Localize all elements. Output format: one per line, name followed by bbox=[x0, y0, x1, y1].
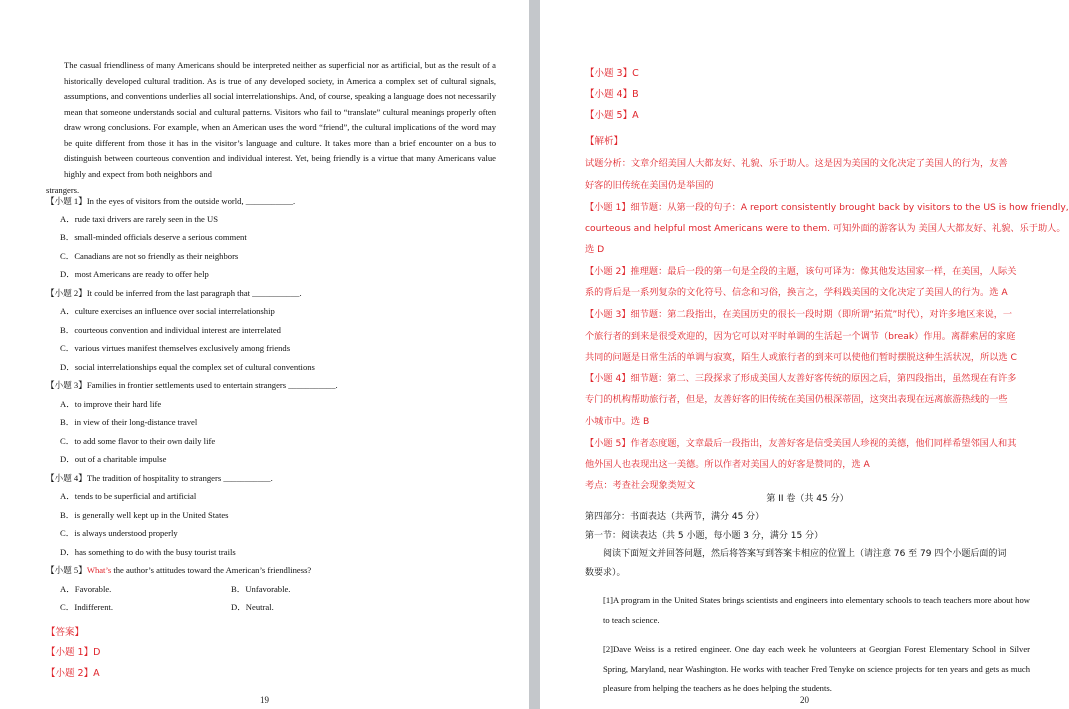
passage-cut-line: strangers. bbox=[46, 185, 80, 195]
analysis-line: 专门的机构帮助旅行者，但是，友善好客的旧传统在美国仍根深蒂固，这突出表现在远离旅游热线的一些 bbox=[585, 394, 1008, 405]
q5-rest: the author’s attitudes toward the American’s friendliness? bbox=[113, 565, 312, 575]
analysis-line: 【小题 5】作者态度题，文章最后一段指出，友善好客是信受美国人珍视的美德，他们同样希望邻国人和其 bbox=[585, 438, 1017, 449]
q4-option-b: B．is generally well kept up in the United States bbox=[60, 510, 229, 520]
q1-option-b: B．small-minded officials deserve a serious comment bbox=[60, 232, 247, 242]
page-number: 19 bbox=[260, 695, 269, 705]
q3-option-a: A．to improve their hard life bbox=[60, 399, 162, 409]
q4-option-a: A．tends to be superficial and artificial bbox=[60, 491, 197, 501]
question-1-stem: 【小题 1】In the eyes of visitors from the outside world, ___________. bbox=[46, 196, 296, 206]
answer-4: 【小题 4】B bbox=[585, 89, 639, 100]
analysis-line: 他外国人也表现出这一美德。所以作者对美国人的好客是赞同的，选 A bbox=[585, 459, 870, 470]
analysis-line: courteous and helpful most Americans were to them. 可知外面的游客认为 美国人大都友好、礼貌、乐于助人。 bbox=[585, 223, 1066, 234]
english-paragraph-1 bbox=[585, 591, 1030, 630]
analysis-line: 【小题 3】细节题：第二段指出，在美国历史的很长一段时期（即所谓“拓荒”时代），对许多地区来说，一 bbox=[585, 309, 1013, 320]
q2-option-d: D．social interrelationships equal the complex set of cultural conventions bbox=[60, 362, 315, 372]
left-page bbox=[0, 0, 529, 709]
analysis-line: 【小题 4】细节题：第二、三段探求了形成美国人友善好客传统的原因之后，第四段指出，虽然现在有许多 bbox=[585, 373, 1017, 384]
reading-passage bbox=[46, 58, 496, 182]
passage-text: The casual friendliness of many Americans should be interpreted neither as superficial nor as artificial, but as the result of a historically developed cultural tradition. As is true of any developed society, in America a complex set of cultural signals, assumptions, and conventions underlies all social interrelationships. And, of course, speaking a language does not necessarily mean that someone understands social and cultural patterns. Visitors who fail to “translate” cultural meanings properly often draw wrong conclusions. For example, when an American uses the word “friend”, the cultural implications of the word may be quite different from those it has in the visitor’s language and culture. It takes more than a brief encounter on a bus to distinguish between courteous convention and individual interest. Yet, being friendly is a virtue that many Americans value highly and expect from both neighbors and bbox=[64, 60, 496, 179]
analysis-line: 选 D bbox=[585, 244, 605, 255]
section-title: 第 II 卷（共 45 分） bbox=[766, 494, 849, 504]
page-gap bbox=[529, 0, 540, 709]
q5-prefix: 【小题 5】 bbox=[46, 565, 87, 575]
q5-option-d: D．Neutral. bbox=[231, 602, 274, 612]
answer-header: 【答案】 bbox=[46, 627, 85, 638]
q1-option-a: A．rude taxi drivers are rarely seen in the US bbox=[60, 214, 218, 224]
analysis-line: 共同的问题是日常生活的单调与寂寞，陌生人或旅行者的到来可以使他们暂时摆脱这种生活状况，所以选 C bbox=[585, 352, 1017, 363]
question-3-stem: 【小题 3】Families in frontier settlements used to entertain strangers ___________. bbox=[46, 380, 338, 390]
question-2-stem: 【小题 2】It could be inferred from the last paragraph that ___________. bbox=[46, 288, 302, 298]
analysis-line: 系的背后是一系列复杂的文化符号、信念和习俗，换言之，学科践美国的文化决定了美国人的行为。选 A bbox=[585, 287, 1008, 298]
analysis-line: 试题分析：文章介绍美国人大都友好、礼貌、乐于助人。这是因为美国的文化决定了美国人的行为，友善 bbox=[585, 158, 1008, 169]
section1-heading: 第一节：阅读表达（共 5 小题，每小题 3 分，满分 15 分） bbox=[585, 531, 824, 541]
q2-option-a: A．culture exercises an influence over social interrelationship bbox=[60, 306, 275, 316]
paragraph-1-text: [1]A program in the United States brings scientists and engineers into elementary schools to teach teachers more about how to teach science. bbox=[603, 595, 1030, 625]
q3-option-d: D．out of a charitable impulse bbox=[60, 454, 167, 464]
answer-1: 【小题 1】D bbox=[46, 647, 101, 658]
analysis-line: 小城市中。选 B bbox=[585, 416, 650, 427]
paragraph-2-text: [2]Dave Weiss is a retired engineer. One day each week he volunteers at Georgian Forest Elementary School in Silver Spring, Maryland, near Washington. He works with teacher Fred Tenyke on science projects for ten years and gets as much pleasure from helping the teachers as he does helping the students. bbox=[603, 644, 1030, 693]
instruction-line-2: 数要求）。 bbox=[585, 568, 626, 578]
question-4-stem: 【小题 4】The tradition of hospitality to strangers ___________. bbox=[46, 473, 273, 483]
kaodian-line: 考点：考查社会现象类短文 bbox=[585, 480, 696, 491]
answer-2: 【小题 2】A bbox=[46, 668, 100, 679]
q1-option-c: C．Canadians are not so friendly as their neighbors bbox=[60, 251, 239, 261]
analysis-header: 【解析】 bbox=[585, 136, 624, 147]
q5-red-text: What’s bbox=[86, 565, 114, 575]
analysis-line: 【小题 2】推理题：最后一段的第一句是全段的主题，该句可译为：像其他发达国家一样，在美国，人际关 bbox=[585, 266, 1017, 277]
q3-option-b: B．in view of their long-distance travel bbox=[60, 417, 198, 427]
answer-5: 【小题 5】A bbox=[585, 110, 639, 121]
instruction-line-1: 阅读下面短文并回答问题，然后将答案写到答案卡相应的位置上（请注意 76 至 79 四个小题后面的词 bbox=[603, 549, 1007, 559]
analysis-line: 个旅行者的到来是很受欢迎的，因为它可以对平时单调的生活起一个调节（break）作用。离群索居的家庭 bbox=[585, 331, 1016, 342]
question-5-stem bbox=[46, 564, 311, 576]
english-paragraph-2 bbox=[585, 640, 1030, 699]
part4-heading: 第四部分：书面表达（共两节，满分 45 分） bbox=[585, 512, 765, 522]
q2-option-c: C．various virtues manifest themselves exclusively among friends bbox=[60, 343, 291, 353]
q1-option-d: D．most Americans are ready to offer help bbox=[60, 269, 209, 279]
q4-option-d: D．has something to do with the busy tourist trails bbox=[60, 547, 236, 557]
analysis-line: 好客的旧传统在美国仍是举国的 bbox=[585, 180, 714, 191]
page-number: 20 bbox=[800, 695, 809, 705]
analysis-line: 【小题 1】细节题：从第一段的句子：A report consistently brought back by visitors to the US is how friendly, bbox=[585, 202, 1069, 213]
q5-option-b: B．Unfavorable. bbox=[231, 584, 291, 594]
q2-option-b: B．courteous convention and individual interest are interrelated bbox=[60, 325, 281, 335]
answer-3: 【小题 3】C bbox=[585, 68, 639, 79]
q4-option-c: C．is always understood properly bbox=[60, 528, 178, 538]
q5-option-a: A．Favorable. bbox=[60, 584, 112, 594]
q3-option-c: C．to add some flavor to their own daily life bbox=[60, 436, 216, 446]
q5-option-c: C．Indifferent. bbox=[60, 602, 114, 612]
